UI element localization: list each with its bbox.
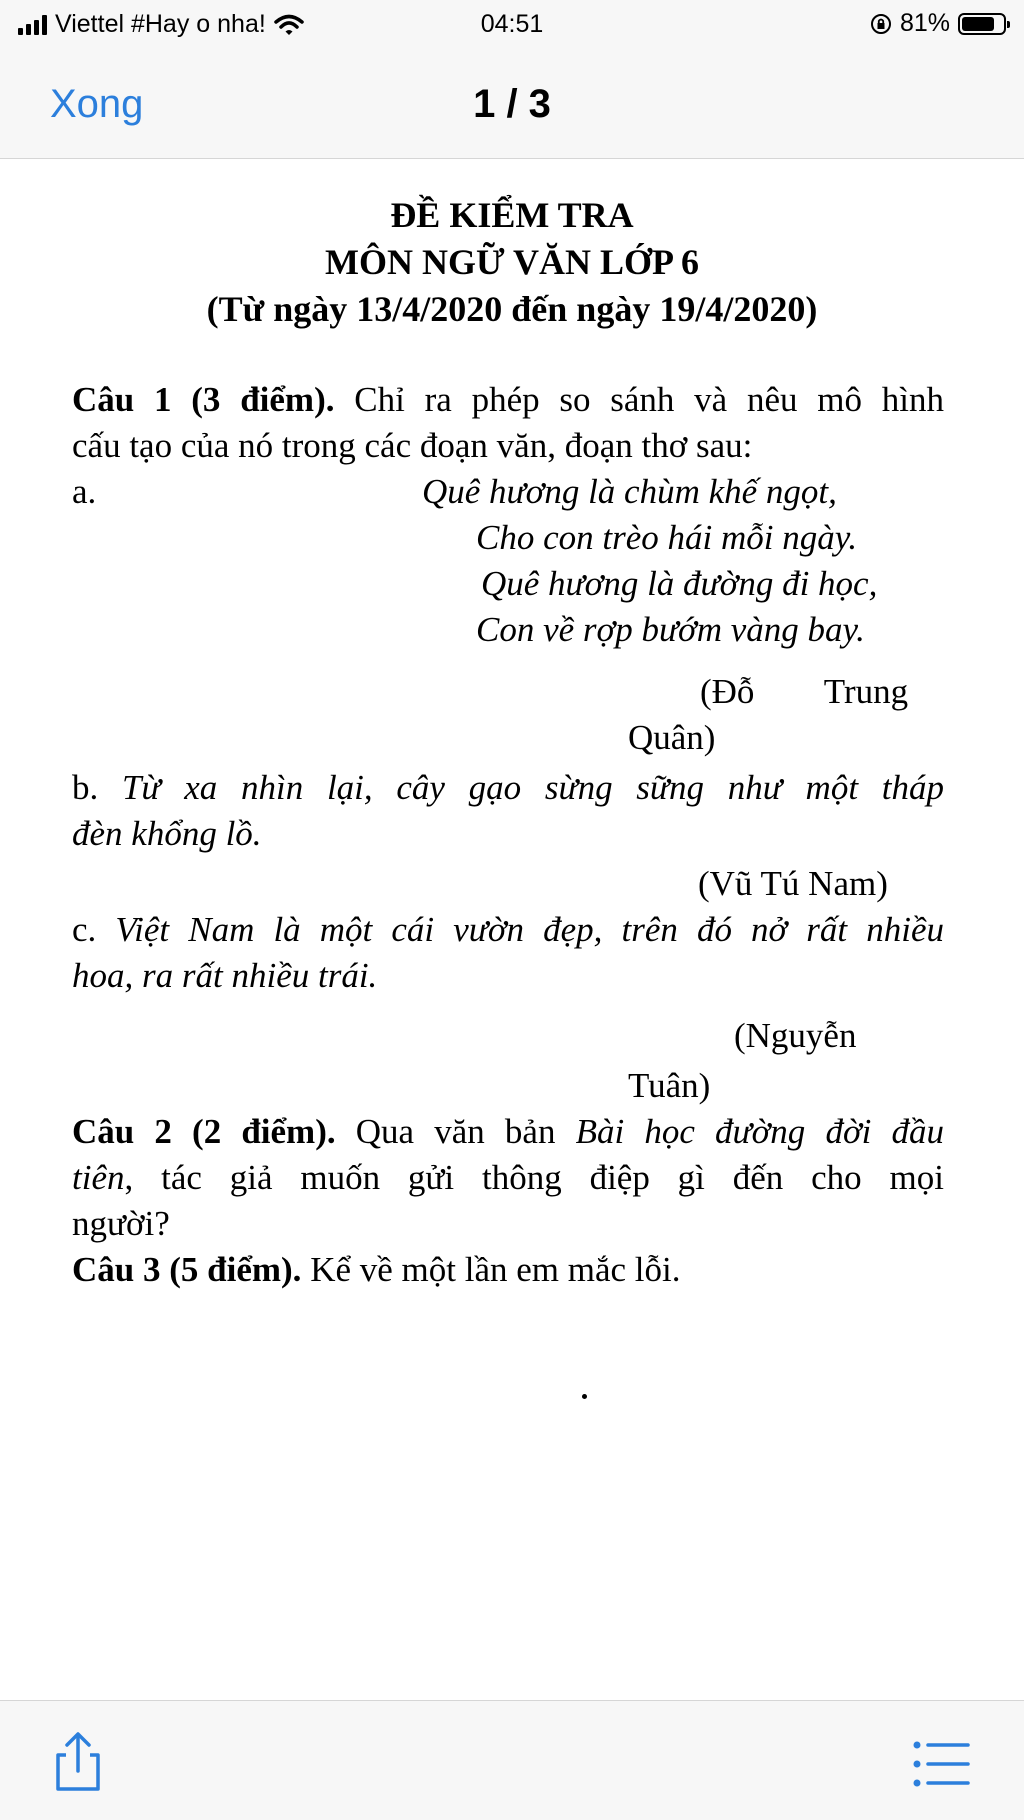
orientation-lock-icon (870, 13, 892, 35)
question-3-label: Câu 3 (5 điểm). (72, 1250, 302, 1289)
question-2-label: Câu 2 (2 điểm). (72, 1112, 336, 1151)
doc-title: ĐỀ KIỂM TRA (390, 195, 634, 235)
battery-level (962, 17, 994, 31)
item-c-author-line-2: Tuân) (628, 1066, 711, 1105)
question-2-line-1: Câu 2 (2 điểm). Qua văn bản Bài học đường đời đầu (72, 1112, 944, 1151)
item-b-line-1: b. Từ xa nhìn lại, cây gạo sừng sững như một tháp (72, 768, 944, 807)
poem-line-4: Con về rợp bướm vàng bay. (476, 610, 865, 649)
question-3-line: Câu 3 (5 điểm). Kể về một lần em mắc lỗi. (72, 1250, 681, 1289)
question-2-line-3: người? (72, 1204, 170, 1243)
poem-line-2: Cho con trèo hái mỗi ngày. (476, 518, 858, 557)
doc-date-range: (Từ ngày 13/4/2020 đến ngày 19/4/2020) (206, 289, 818, 329)
doc-subject: MÔN NGỮ VĂN LỚP 6 (325, 242, 699, 282)
poem-line-3: Quê hương là đường đi học, (481, 564, 878, 603)
item-c-line-2: hoa, ra rất nhiều trái. (72, 956, 378, 995)
navigation-bar (0, 52, 1024, 159)
list-icon[interactable] (912, 1739, 972, 1789)
item-c-line-1: c. Việt Nam là một cái vườn đẹp, trên đó nở rất nhiều (72, 910, 944, 949)
item-b-line-2: đèn khổng lồ. (72, 814, 262, 853)
item-a-marker: a. (72, 472, 97, 511)
battery-percentage: 81% (899, 9, 950, 37)
poem-author-line-2: Quân) (628, 718, 716, 757)
page-indicator: 1 / 3 (473, 82, 551, 126)
stray-dot (582, 1394, 587, 1399)
bottom-toolbar (0, 1700, 1024, 1820)
item-b-author: (Vũ Tú Nam) (698, 864, 888, 903)
question-2-line-2: tiên, tác giả muốn gửi thông điệp gì đến cho mọi (72, 1158, 944, 1197)
question-1-label: Câu 1 (3 điểm). (72, 380, 335, 419)
poem-author-line-1: (Đỗ Trung (700, 672, 909, 711)
share-icon[interactable] (48, 1731, 108, 1793)
question-1-line-2: cấu tạo của nó trong các đoạn văn, đoạn thơ sau: (72, 426, 753, 465)
document-page (0, 159, 1024, 1699)
item-c-author-line-1: (Nguyễn (734, 1016, 857, 1055)
status-right (870, 9, 1006, 38)
carrier-name: Viettel #Hay o nha! (55, 10, 266, 38)
done-button[interactable]: Xong (50, 82, 144, 126)
question-1-line-1: Câu 1 (3 điểm). Chỉ ra phép so sánh và nêu mô hình (72, 380, 945, 419)
status-time: 04:51 (480, 10, 544, 38)
battery-icon (958, 13, 1006, 35)
status-bar (0, 0, 1024, 52)
poem-line-1: Quê hương là chùm khế ngọt, (422, 472, 837, 511)
